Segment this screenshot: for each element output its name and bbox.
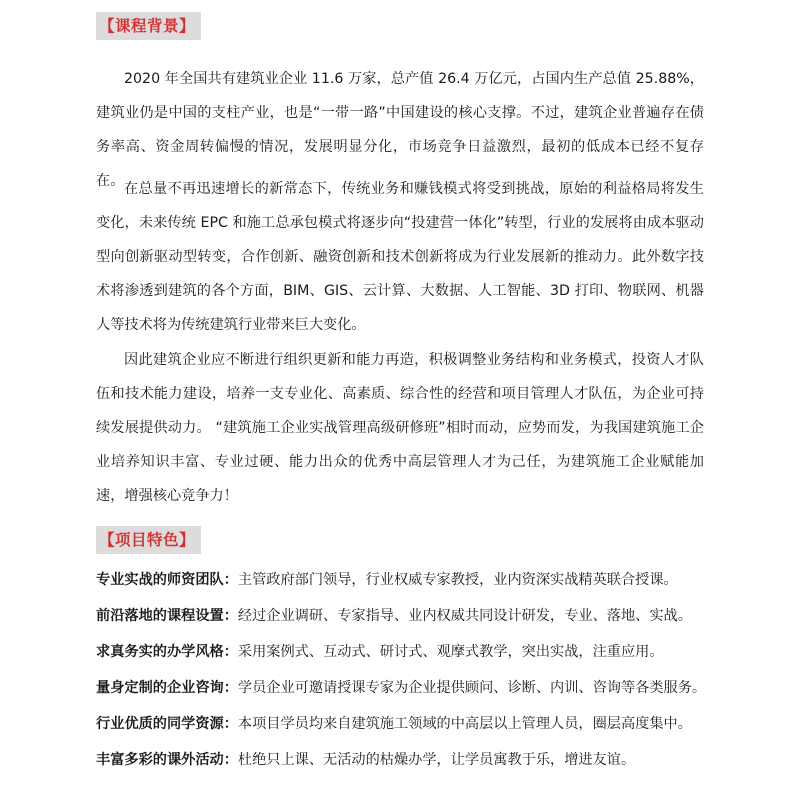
feature-item-consulting — [96, 670, 736, 706]
feature-text: 本项目学员均来自建筑施工领域的中高层以上管理人员，圈层高度集中。 — [237, 716, 692, 732]
feature-label: 前沿落地的课程设置： — [96, 608, 238, 624]
feature-label: 专业实战的师资团队： — [96, 572, 238, 588]
feature-text: 主管政府部门领导，行业权威专家教授，业内资深实战精英联合授课。 — [237, 572, 678, 588]
feature-text: 经过企业调研、专家指导、业内权威共同设计研发，专业、落地、实战。 — [237, 608, 692, 624]
feature-label: 丰富多彩的课外活动： — [96, 752, 238, 768]
background-paragraph-3: 因此建筑企业应不断进行组织更新和能力再造，积极调整业务结构和业务模式，投资人才队伍和技术能力建设，培养一支专业化、高素质、综合性的经营和项目管理人才队伍，为企业可持续发展提供动力。 “建筑施工企业实战管理高级研修班”相时而动，应势而发，为我国建筑施工企业培养知识丰富、专业过硬、能力出众的优秀中高层管理人才为己任，为建筑施工企业赋能加速，增强核心竞争力！ — [96, 352, 704, 504]
feature-item-teaching-style — [96, 634, 736, 670]
feature-text: 采用案例式、互动式、研讨式、观摩式教学，突出实战，注重应用。 — [237, 644, 664, 660]
feature-item-classmates — [96, 706, 736, 742]
feature-list — [96, 562, 736, 778]
feature-item-activities — [96, 742, 736, 778]
feature-label: 求真务实的办学风格： — [96, 644, 238, 660]
feature-label: 量身定制的企业咨询： — [96, 680, 238, 696]
section-title-background: 【课程背景】 — [96, 12, 201, 40]
feature-item-curriculum — [96, 598, 736, 634]
feature-text: 杜绝只上课、无活动的枯燥办学，让学员寓教于乐，增进友谊。 — [237, 752, 636, 768]
section-title-features: 【项目特色】 — [96, 526, 201, 554]
background-paragraph-1: 2020 年全国共有建筑业企业 11.6 万家，总产值 26.4 万亿元，占国内生产总值 25.88%，建筑业仍是中国的支柱产业，也是“一带一路”中国建设的核心支撑。不过，建筑企业普遍存在债务率高、资金周转偏慢的情况，发展明显分化，市场竞争日益激烈，最初的低成本已经不复存在。 — [96, 71, 704, 189]
feature-text: 学员企业可邀请授课专家为企业提供顾问、诊断、内训、咨询等各类服务。 — [237, 680, 707, 696]
background-paragraph-2: 在总量不再迅速增长的新常态下，传统业务和赚钱模式将受到挑战，原始的利益格局将发生变化，未来传统 EPC 和施工总承包模式将逐步向“投建营一体化”转型，行业的发展将由成本驱动型向创新驱动型转变，合作创新、融资创新和技术创新将成为行业发展新的推动力。此外数字技术将渗透到建筑的各个方面，BIM、GIS、云计算、大数据、人工智能、3D 打印、物联网、机器人等技术将为传统建筑行业带来巨大变化。 — [96, 181, 704, 333]
feature-item-faculty — [96, 562, 736, 598]
feature-label: 行业优质的同学资源： — [96, 716, 238, 732]
